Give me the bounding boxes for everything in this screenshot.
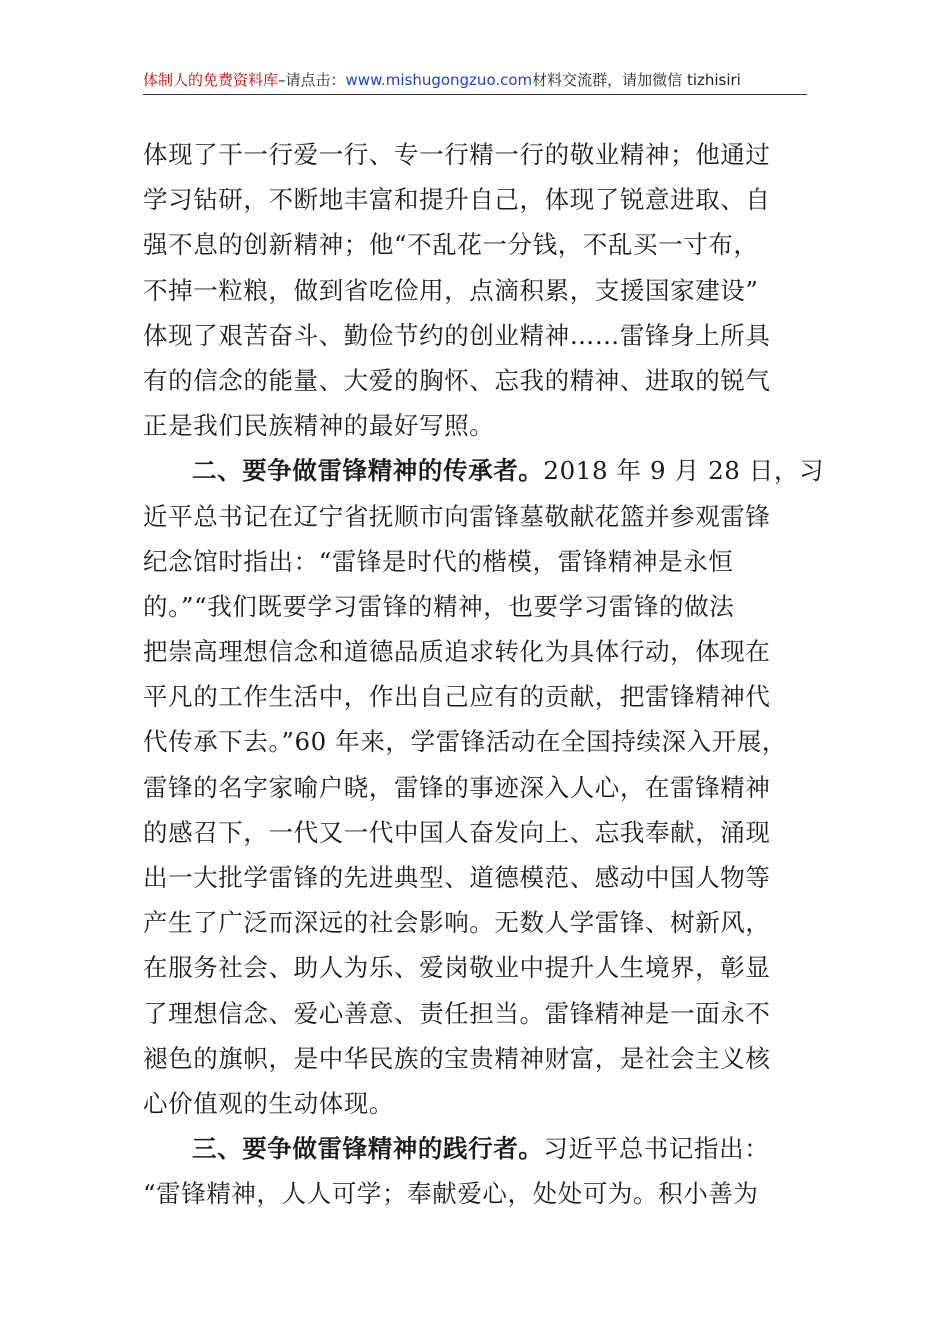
header-url-link[interactable]: www.mishugongzuo.com [345, 71, 533, 89]
section-2-heading: 二、要争做雷锋精神的传承者。 [192, 456, 544, 486]
body-line: 有的信念的能量、大爱的胸怀、忘我的精神、进取的锐气 [143, 365, 771, 395]
header-prompt: –请点击： [278, 71, 346, 89]
body-line: 心价值观的生动体现。 [143, 1088, 394, 1118]
body-line: 代传承下去。”60 年来，学雷锋活动在全国持续深入开展， [143, 727, 788, 757]
body-line: 的感召下，一代又一代中国人奋发向上、忘我奉献，涌现 [143, 817, 771, 847]
section-3-first-text: 习近平总书记指出： [543, 1134, 770, 1164]
body-line: 的。”“我们既要学习雷锋的精神，也要学习雷锋的做法 [143, 591, 735, 621]
body-line: 褪色的旗帜，是中华民族的宝贵精神财富，是社会主义核 [143, 1043, 771, 1073]
body-line: 正是我们民族精神的最好写照。 [143, 411, 495, 441]
body-line: 体现了艰苦奋斗、勤俭节约的创业精神……雷锋身上所具 [143, 320, 771, 350]
section-3-first-line [143, 1126, 807, 1171]
header-site-name: 体制人的免费资料库 [143, 71, 279, 89]
body-line: 平凡的工作生活中，作出自己应有的贡献，把雷锋精神代 [143, 682, 771, 712]
section-2-first-text: 2018 年 9 月 28 日，习 [543, 456, 825, 486]
section-2-first-line [143, 448, 825, 493]
body-line: 在服务社会、助人为乐、爱岗敬业中提升人生境界，彰显 [143, 953, 771, 983]
body-line: 了理想信念、爱心善意、责任担当。雷锋精神是一面永不 [143, 998, 771, 1028]
body-line: 雷锋的名字家喻户晓，雷锋的事迹深入人心，在雷锋精神 [143, 772, 771, 802]
document-body [143, 132, 825, 1217]
body-line: 把崇高理想信念和道德品质追求转化为具体行动，体现在 [143, 637, 771, 667]
body-line: 纪念馆时指出：“雷锋是时代的楷模，雷锋精神是永恒 [143, 546, 734, 576]
section-3-heading: 三、要争做雷锋精神的践行者。 [192, 1134, 544, 1164]
page-header [143, 68, 807, 95]
body-line: 学习钻研，不断地丰富和提升自己，体现了锐意进取、自 [143, 185, 771, 215]
body-line: “雷锋精神，人人可学；奉献爱心，处处可为。积小善为 [143, 1179, 759, 1209]
header-tail: 材料交流群，请加微信 tizhisiri [532, 71, 741, 89]
body-line: 不掉一粒粮，做到省吃俭用，点滴积累，支援国家建设” [143, 275, 759, 305]
body-line: 强不息的创新精神；他“不乱花一分钱，不乱买一寸布， [143, 230, 759, 260]
body-line: 产生了广泛而深远的社会影响。无数人学雷锋、树新风， [143, 908, 771, 938]
body-line: 体现了干一行爱一行、专一行精一行的敬业精神；他通过 [143, 140, 771, 169]
body-line: 近平总书记在辽宁省抚顺市向雷锋墓敬献花篮并参观雷锋 [143, 501, 771, 531]
body-line: 出一大批学雷锋的先进典型、道德模范、感动中国人物等 [143, 863, 771, 892]
